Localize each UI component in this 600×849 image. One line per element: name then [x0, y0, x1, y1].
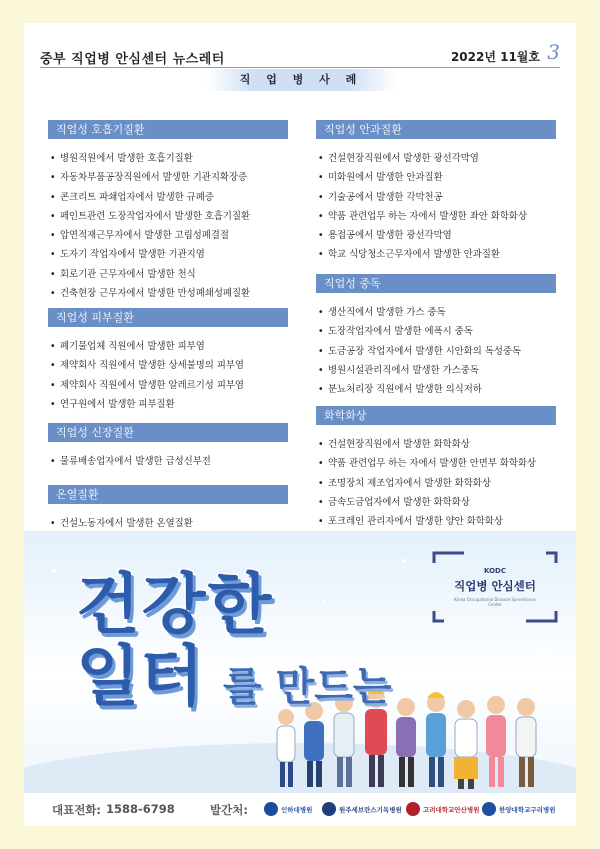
slogan-line-3: 를 만드는	[223, 664, 392, 710]
page-footer	[24, 793, 576, 826]
list-item: • 연구원에서 발생한 피부질환	[48, 395, 288, 414]
case-list	[316, 435, 556, 531]
phone-number: 1588-6798	[106, 802, 175, 816]
list-item: • 건설현장직원에서 발생한 광선각막염	[316, 149, 556, 168]
section-title: 직업성 신장질환	[48, 423, 288, 442]
case-list	[48, 337, 288, 414]
list-item: • 금속도금업자에서 발생한 화학화상	[316, 493, 556, 512]
case-list	[316, 149, 556, 265]
hospital-name: 한양대학교구리병원	[499, 805, 556, 814]
section-kidney	[48, 423, 288, 471]
list-item: • 포크레인 관리자에서 발생한 양안 화학화상	[316, 512, 556, 531]
kodc-abbr: KODC	[483, 567, 506, 575]
list-item: • 미화원에서 발생한 안과질환	[316, 168, 556, 187]
kodc-subtitle: Korea Occupational Disease Surveillance Center	[454, 597, 536, 607]
list-item: • 병원시설관리직에서 발생한 가스중독	[316, 361, 556, 380]
hospital-emblem-icon	[264, 802, 278, 816]
list-item: • 학교 식당청소근무자에서 발생한 안과질환	[316, 245, 556, 264]
list-item: • 건설노동자에서 발생한 온열질환	[48, 514, 288, 533]
newsletter-title: 중부 직업병 안심센터 뉴스레터	[40, 52, 225, 67]
hospital-logo	[264, 799, 312, 819]
list-item: • 기술공에서 발생한 각막천공	[316, 188, 556, 207]
list-item: • 병원직원에서 발생한 호흡기질환	[48, 149, 288, 168]
section-banner: 직 업 병 사 례	[206, 69, 396, 91]
section-title: 직업성 피부질환	[48, 308, 288, 327]
section-respiratory	[48, 120, 288, 303]
section-skin	[48, 308, 288, 414]
list-item: • 건축현장 근무자에서 발생한 만성폐쇄성폐질환	[48, 284, 288, 303]
header-divider	[40, 67, 560, 68]
section-eye	[316, 120, 556, 265]
list-item: • 생산직에서 발생한 가스 중독	[316, 303, 556, 322]
hospital-emblem-icon	[482, 802, 496, 816]
list-item: • 폐기물업체 직원에서 발생한 피부염	[48, 337, 288, 356]
list-item: • 페인트관련 도장작업자에서 발생한 호흡기질환	[48, 207, 288, 226]
case-list	[316, 303, 556, 399]
hospital-name: 고려대학교안산병원	[423, 805, 480, 814]
phone-label: 대표전화:	[52, 803, 102, 817]
list-item: • 건설현장직원에서 발생한 화학화상	[316, 435, 556, 454]
case-list	[48, 452, 288, 471]
kodc-logo	[434, 553, 556, 621]
list-item: • 조명장치 제조업자에서 발생한 화학화상	[316, 474, 556, 493]
list-item: • 압연적재근무자에서 발생한 고립성폐결절	[48, 226, 288, 245]
hospital-emblem-icon	[322, 802, 336, 816]
slogan-line-2: 일터	[76, 638, 204, 715]
list-item: • 도자기 작업자에서 발생한 기관지염	[48, 245, 288, 264]
section-heat	[48, 485, 288, 533]
list-item: • 제약회사 직원에서 발생한 상세불명의 피부염	[48, 356, 288, 375]
promo-artwork	[24, 531, 576, 793]
slogan-line-1: 건강한	[76, 566, 274, 643]
publisher-label: 발간처:	[210, 803, 248, 817]
list-item: • 약품 관련업무 하는 자에서 발생한 안면부 화학화상	[316, 454, 556, 473]
issue-date: 2022년 11월호	[450, 50, 540, 64]
hospital-name: 인하대병원	[281, 805, 313, 814]
list-item: • 회로기관 근무자에서 발생한 천식	[48, 265, 288, 284]
list-item: • 도장작업자에서 발생한 에폭시 중독	[316, 322, 556, 341]
section-title: 직업성 중독	[316, 274, 556, 293]
list-item: • 콘크리트 파쇄업자에서 발생한 규폐증	[48, 188, 288, 207]
hospital-logo	[406, 799, 480, 819]
hospital-logo	[482, 799, 556, 819]
kodc-name: 직업병 안심센터	[454, 579, 536, 593]
list-item: • 자동차부품공장직원에서 발생한 기관지확장증	[48, 168, 288, 187]
page-header	[24, 23, 576, 73]
hospital-logo	[322, 799, 402, 819]
list-item: • 용접공에서 발생한 광선각막염	[316, 226, 556, 245]
list-item: • 제약회사 직원에서 발생한 알레르기성 피부염	[48, 376, 288, 395]
section-title: 직업성 안과질환	[316, 120, 556, 139]
list-item: • 약품 관련업무 하는 자에서 발생한 좌안 화학화상	[316, 207, 556, 226]
list-item: • 분뇨처리장 직원에서 발생한 의식저하	[316, 380, 556, 399]
hospital-emblem-icon	[406, 802, 420, 816]
list-item: • 물류배송업자에서 발생한 급성신부전	[48, 452, 288, 471]
section-chemical-burn	[316, 406, 556, 531]
section-title: 화학화상	[316, 406, 556, 425]
case-list	[48, 149, 288, 303]
list-item: • 도금공장 작업자에서 발생한 시안화의 독성중독	[316, 342, 556, 361]
section-title: 온열질환	[48, 485, 288, 504]
hospital-name: 원주세브란스기독병원	[339, 805, 402, 814]
page-number: 3	[547, 40, 560, 64]
section-title: 직업성 호흡기질환	[48, 120, 288, 139]
section-poisoning	[316, 274, 556, 399]
